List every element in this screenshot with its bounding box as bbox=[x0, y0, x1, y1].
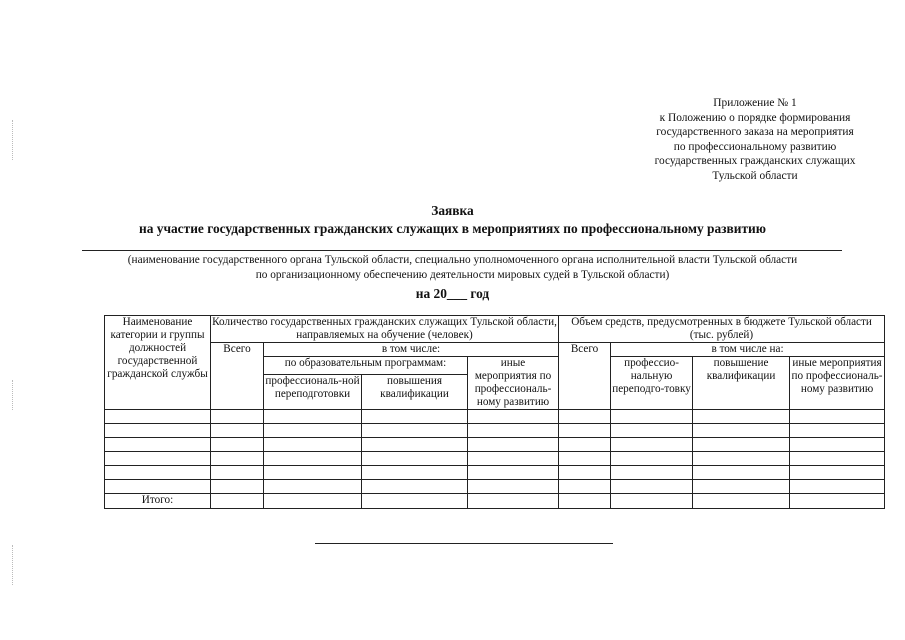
table-cell[interactable] bbox=[211, 452, 264, 466]
table-cell[interactable] bbox=[693, 438, 790, 452]
table-cell[interactable] bbox=[468, 494, 559, 509]
table-cell[interactable] bbox=[362, 466, 468, 480]
table-cell[interactable] bbox=[790, 494, 885, 509]
table-cell[interactable] bbox=[693, 466, 790, 480]
table-cell[interactable] bbox=[559, 424, 611, 438]
table-cell[interactable] bbox=[362, 438, 468, 452]
table-cell[interactable] bbox=[211, 480, 264, 494]
appendix-line: государственных гражданских служащих bbox=[654, 155, 856, 168]
organization-caption bbox=[70, 253, 855, 282]
table-cell[interactable] bbox=[468, 424, 559, 438]
table-cell[interactable] bbox=[211, 424, 264, 438]
header-count-including: в том числе: bbox=[264, 343, 559, 357]
table-cell[interactable] bbox=[559, 480, 611, 494]
year-line: на 20___ год bbox=[415, 286, 490, 301]
table-cell[interactable] bbox=[264, 466, 362, 480]
table-cell[interactable] bbox=[559, 494, 611, 509]
header-count-retraining: профессиональ-ной переподготовки bbox=[264, 375, 362, 410]
table-cell[interactable] bbox=[790, 438, 885, 452]
table-row bbox=[105, 438, 885, 452]
table-cell[interactable] bbox=[105, 480, 211, 494]
header-employee-count: Количество государственных гражданских служащих Тульской области, направляемых на обучение (человек) bbox=[212, 316, 557, 341]
table-cell[interactable] bbox=[559, 452, 611, 466]
table-cell[interactable] bbox=[362, 494, 468, 509]
total-row bbox=[105, 494, 885, 509]
table-row bbox=[105, 480, 885, 494]
header-row-2 bbox=[105, 343, 885, 357]
table-cell[interactable] bbox=[790, 466, 885, 480]
scan-artifact bbox=[12, 545, 16, 585]
table-cell[interactable] bbox=[468, 410, 559, 424]
appendix-line: Тульской области bbox=[712, 169, 798, 182]
appendix-line: государственного заказа на мероприятия bbox=[656, 126, 854, 139]
header-row-1 bbox=[105, 316, 885, 343]
table-cell[interactable] bbox=[211, 466, 264, 480]
appendix-caption bbox=[630, 96, 880, 184]
document-title: Заявка bbox=[431, 203, 474, 218]
table-cell[interactable] bbox=[105, 466, 211, 480]
organization-caption-line: по организационному обеспечению деятельности мировых судей в Тульской области) bbox=[255, 268, 670, 281]
header-count-total: Всего bbox=[211, 343, 264, 410]
header-count-other-events: иные мероприятия по профессиональ-ному развитию bbox=[468, 357, 559, 410]
table-cell[interactable] bbox=[790, 424, 885, 438]
header-category: Наименование категории и группы должностей государственной гражданской службы bbox=[105, 316, 211, 410]
appendix-line: к Положению о порядке формирования bbox=[659, 111, 851, 124]
organization-name-line bbox=[82, 250, 842, 251]
table-cell[interactable] bbox=[362, 424, 468, 438]
table-cell[interactable] bbox=[264, 452, 362, 466]
table-cell[interactable] bbox=[611, 452, 693, 466]
header-funds-qualification: повышение квалификации bbox=[693, 357, 790, 410]
table-cell[interactable] bbox=[468, 480, 559, 494]
table-row bbox=[105, 466, 885, 480]
header-budget-funds: Объем средств, предусмотренных в бюджете Тульской области (тыс. рублей) bbox=[559, 316, 885, 343]
table-cell[interactable] bbox=[264, 410, 362, 424]
table-cell[interactable] bbox=[362, 480, 468, 494]
table-row bbox=[105, 410, 885, 424]
scan-artifact bbox=[12, 380, 16, 410]
table-cell[interactable] bbox=[693, 410, 790, 424]
table-cell[interactable] bbox=[362, 410, 468, 424]
table-cell[interactable] bbox=[105, 452, 211, 466]
table-cell[interactable] bbox=[468, 438, 559, 452]
table-cell[interactable] bbox=[105, 424, 211, 438]
table-cell[interactable] bbox=[790, 452, 885, 466]
table-cell[interactable] bbox=[611, 480, 693, 494]
table-cell[interactable] bbox=[693, 494, 790, 509]
table-cell[interactable] bbox=[611, 424, 693, 438]
table-cell[interactable] bbox=[611, 410, 693, 424]
header-funds-including: в том числе на: bbox=[611, 343, 885, 357]
table-cell[interactable] bbox=[559, 466, 611, 480]
appendix-line: по профессиональному развитию bbox=[673, 140, 837, 153]
table-cell[interactable] bbox=[790, 410, 885, 424]
table-cell[interactable] bbox=[264, 424, 362, 438]
total-label: Итого: bbox=[105, 494, 211, 509]
table-cell[interactable] bbox=[211, 410, 264, 424]
table-cell[interactable] bbox=[790, 480, 885, 494]
table-cell[interactable] bbox=[693, 480, 790, 494]
table-cell[interactable] bbox=[211, 438, 264, 452]
header-funds-retraining: профессио-нальную переподго-товку bbox=[611, 357, 693, 410]
organization-caption-line: (наименование государственного органа Тульской области, специально уполномоченного органа исполнительной власти Тульской области bbox=[127, 254, 798, 266]
table-cell[interactable] bbox=[105, 438, 211, 452]
table-cell[interactable] bbox=[559, 410, 611, 424]
header-funds-other-events: иные мероприятия по профессиональ-ному развитию bbox=[790, 357, 885, 410]
table-cell[interactable] bbox=[105, 410, 211, 424]
signature-line bbox=[315, 543, 613, 544]
table-cell[interactable] bbox=[264, 438, 362, 452]
table-cell[interactable] bbox=[211, 494, 264, 509]
table-cell[interactable] bbox=[264, 480, 362, 494]
table-row bbox=[105, 424, 885, 438]
table-cell[interactable] bbox=[693, 424, 790, 438]
table-cell[interactable] bbox=[468, 466, 559, 480]
table-cell[interactable] bbox=[264, 494, 362, 509]
header-funds-total: Всего bbox=[559, 343, 611, 410]
table-cell[interactable] bbox=[693, 452, 790, 466]
table-cell[interactable] bbox=[559, 438, 611, 452]
table-cell[interactable] bbox=[611, 438, 693, 452]
table-cell[interactable] bbox=[611, 466, 693, 480]
document-subtitle: на участие государственных гражданских служащих в мероприятиях по профессиональному развитию bbox=[138, 221, 767, 236]
application-table bbox=[104, 315, 885, 509]
table-cell[interactable] bbox=[468, 452, 559, 466]
scan-artifact bbox=[12, 120, 16, 160]
header-count-qualification: повышения квалификации bbox=[362, 375, 468, 410]
table-row bbox=[105, 452, 885, 466]
table-cell[interactable] bbox=[611, 494, 693, 509]
appendix-line: Приложение № 1 bbox=[713, 97, 797, 109]
header-edu-programs: по образовательным программам: bbox=[264, 357, 468, 375]
table-cell[interactable] bbox=[362, 452, 468, 466]
